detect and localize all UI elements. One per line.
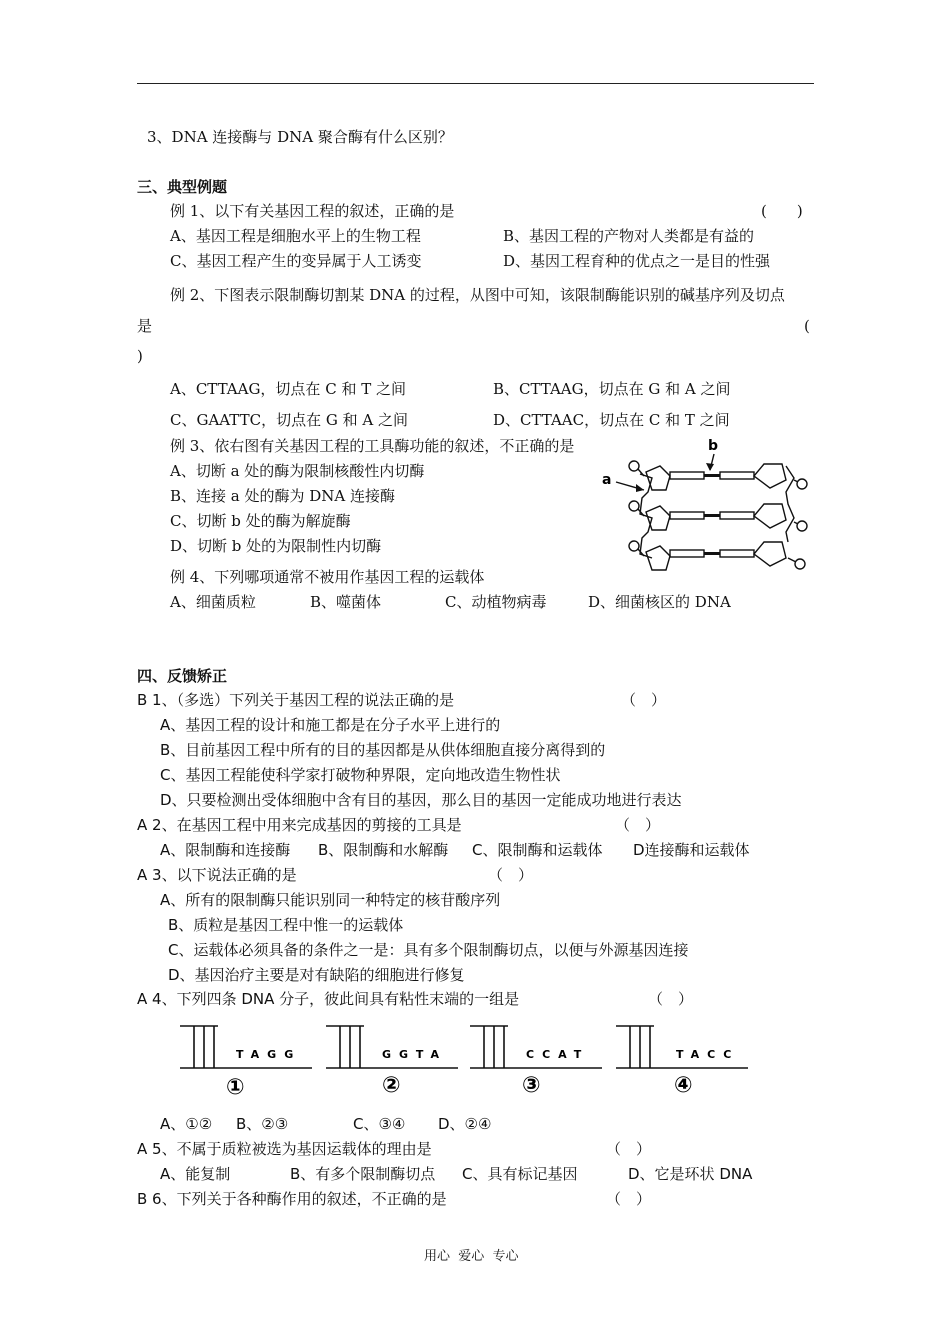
- a3-option-b: B、质粒是基因工程中惟一的运载体: [168, 916, 404, 934]
- question-3: 3、DNA 连接酶与 DNA 聚合酶有什么区别？: [147, 128, 453, 146]
- ex2-paren-close: ): [137, 347, 143, 365]
- ex2-paren-open: (: [804, 317, 810, 335]
- a5-option-d: D、它是环状 DNA: [628, 1165, 753, 1183]
- ex1-option-c: C、基因工程产生的变异属于人工诱变: [170, 252, 422, 270]
- a2-option-d: D连接酶和运载体: [633, 841, 750, 859]
- a3-option-d: D、基因治疗主要是对有缺陷的细胞进行修复: [168, 966, 465, 984]
- a5-option-b: B、有多个限制酶切点: [290, 1165, 436, 1183]
- ex2-stem: 例 2、下图表示限制酶切割某 DNA 的过程，从图中可知，该限制酶能识别的碱基序列及切点: [170, 286, 785, 304]
- ex3-option-a: A、切断 a 处的酶为限制核酸性内切酶: [170, 462, 425, 480]
- fragment-4: [616, 1026, 748, 1068]
- fragment-1: [180, 1026, 312, 1068]
- a2-paren: （ ）: [615, 816, 661, 834]
- ex4-option-b: B、噬菌体: [310, 593, 382, 611]
- a2-stem: A 2、在基因工程中用来完成基因的剪接的工具是: [137, 816, 462, 834]
- fragment-2-number: ②: [382, 1073, 401, 1098]
- figure-label-b: b: [708, 438, 719, 454]
- a4-option-c: C、③④: [353, 1115, 406, 1133]
- b1-option-d: D、只要检测出受体细胞中含有目的基因，那么目的基因一定能成功地进行表达: [160, 791, 682, 809]
- a3-stem: A 3、以下说法正确的是: [137, 866, 297, 884]
- a4-paren: （ ）: [648, 990, 694, 1008]
- a3-option-a: A、所有的限制酶只能识别同一种特定的核苷酸序列: [160, 891, 501, 909]
- b6-stem: B 6、下列关于各种酶作用的叙述，不正确的是: [137, 1190, 447, 1208]
- b1-option-c: C、基因工程能使科学家打破物种界限，定向地改造生物性状: [160, 766, 561, 784]
- b6-paren: （ ）: [606, 1190, 652, 1208]
- header-rule: [137, 83, 814, 84]
- ex2-stem-cont: 是: [137, 317, 153, 335]
- ex3-option-c: C、切断 b 处的酶为解旋酶: [170, 512, 351, 530]
- ex2-option-c: C、GAATTC，切点在 G 和 A 之间: [170, 411, 408, 429]
- ex4-option-a: A、细菌质粒: [170, 593, 256, 611]
- a2-option-a: A、限制酶和连接酶: [160, 841, 291, 859]
- ex2-option-a: A、CTTAAG，切点在 C 和 T 之间: [170, 380, 406, 398]
- page-footer: 用心 爱心 专心: [424, 1249, 519, 1264]
- a3-option-c: C、运载体必须具备的条件之一是：具有多个限制酶切点，以便与外源基因连接: [168, 941, 689, 959]
- ex2-option-d: D、CTTAAC，切点在 C 和 T 之间: [493, 411, 730, 429]
- fragment-1-seq: TAGG: [236, 1048, 302, 1061]
- a4-stem: A 4、下列四条 DNA 分子，彼此间具有粘性末端的一组是: [137, 990, 520, 1008]
- ex4-option-c: C、动植物病毒: [445, 593, 547, 611]
- fragment-2: [326, 1026, 458, 1068]
- fragment-2-seq: GGTA: [382, 1048, 448, 1061]
- ex3-option-b: B、连接 a 处的酶为 DNA 连接酶: [170, 487, 396, 505]
- ex1-stem: 例 1、以下有关基因工程的叙述，正确的是: [170, 202, 455, 220]
- section-3-title: 三、典型例题: [137, 178, 228, 196]
- ex1-option-b: B、基因工程的产物对人类都是有益的: [503, 227, 755, 245]
- a5-option-c: C、具有标记基因: [462, 1165, 578, 1183]
- fragment-4-number: ④: [674, 1073, 693, 1098]
- b1-stem: B 1、（多选）下列关于基因工程的说法正确的是: [137, 691, 455, 709]
- a4-option-d: D、②④: [438, 1115, 492, 1133]
- fragment-3: [470, 1026, 602, 1068]
- b1-option-a: A、基因工程的设计和施工都是在分子水平上进行的: [160, 716, 501, 734]
- b1-paren: （ ）: [621, 691, 667, 709]
- ex4-stem: 例 4、下列哪项通常不被用作基因工程的运载体: [170, 568, 485, 586]
- section-4-title: 四、反馈矫正: [137, 667, 228, 685]
- dna-structure-figure: [598, 436, 820, 576]
- ex1-option-a: A、基因工程是细胞水平上的生物工程: [170, 227, 421, 245]
- a2-option-c: C、限制酶和运载体: [472, 841, 603, 859]
- fragment-3-seq: CCAT: [526, 1048, 590, 1061]
- a4-option-a: A、①②: [160, 1115, 213, 1133]
- a3-paren: （ ）: [488, 866, 534, 884]
- a5-paren: （ ）: [606, 1140, 652, 1158]
- ex2-option-b: B、CTTAAG，切点在 G 和 A 之间: [493, 380, 731, 398]
- ex3-option-d: D、切断 b 处的为限制性内切酶: [170, 537, 382, 555]
- fragment-4-seq: TACC: [676, 1048, 740, 1061]
- ex1-option-d: D、基因工程育种的优点之一是目的性强: [503, 252, 771, 270]
- ex1-paren: ( ): [761, 202, 803, 220]
- b1-option-b: B、目前基因工程中所有的目的基因都是从供体细胞直接分离得到的: [160, 741, 606, 759]
- a5-stem: A 5、不属于质粒被选为基因运载体的理由是: [137, 1140, 432, 1158]
- ex3-stem: 例 3、依右图有关基因工程的工具酶功能的叙述，不正确的是: [170, 437, 575, 455]
- dna-fragments-figure: [180, 1022, 752, 1100]
- figure-label-a: a: [602, 472, 612, 488]
- fragment-1-number: ①: [226, 1075, 245, 1100]
- ex4-option-d: D、细菌核区的 DNA: [588, 593, 731, 611]
- fragment-3-number: ③: [522, 1073, 541, 1098]
- a4-option-b: B、②③: [236, 1115, 289, 1133]
- a5-option-a: A、能复制: [160, 1165, 231, 1183]
- a2-option-b: B、限制酶和水解酶: [318, 841, 449, 859]
